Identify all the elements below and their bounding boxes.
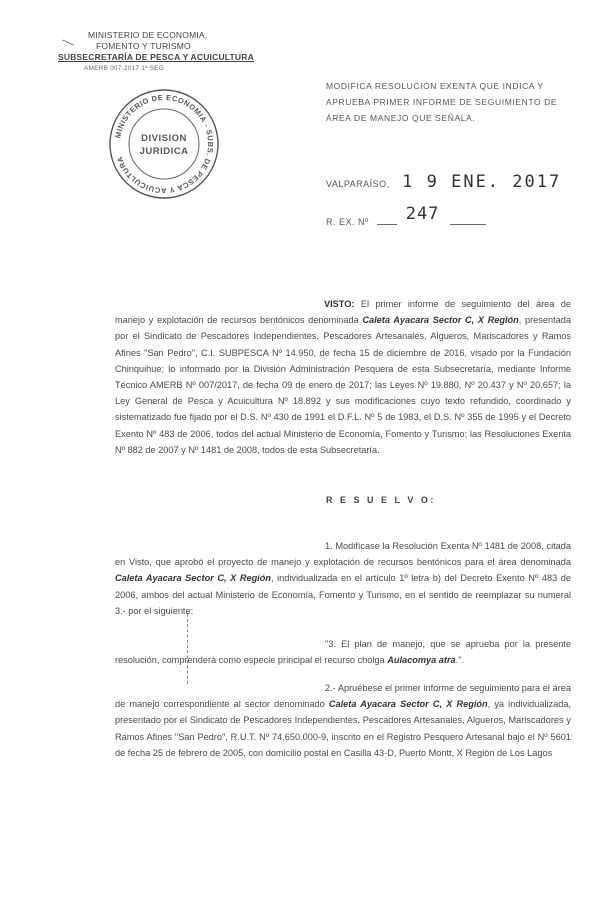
resuelvo-item-1 <box>115 538 571 619</box>
quote-text-b: .". <box>455 655 465 666</box>
rex-underline-right <box>450 224 486 225</box>
rex-number: 247 <box>405 204 440 224</box>
stamp-center-line1: DIVISION <box>141 133 187 144</box>
resuelvo-2-area: Caleta Ayacara Sector C, X Región <box>328 699 488 710</box>
rex-label: R. EX. Nº <box>326 217 369 227</box>
visto-label: VISTO: <box>324 299 355 309</box>
dateline-place: VALPARAÍSO, <box>326 179 390 189</box>
ministry-line1: MINISTERIO DE ECONOMIA, <box>88 30 208 40</box>
resuelvo-1-area: Caleta Ayacara Sector C, X Región <box>115 573 271 584</box>
ministry-line2: FOMENTO Y TURISMO <box>96 41 191 51</box>
resuelvo-item-2 <box>115 680 571 761</box>
stamp-ring-text: MINISTERIO DE ECONOMIA - SUBS. DE PESCA Y ACUICULTURA <box>113 92 216 196</box>
stamp-center-line2: JURIDICA <box>139 146 189 157</box>
reference-code: AMERB 007-2017 1ª SEG <box>84 65 164 72</box>
resolution-subject <box>326 78 576 126</box>
rex-underline-left <box>377 224 397 225</box>
subject-line1: MODIFICA RESOLUCIÓN EXENTA QUE INDICA Y <box>326 81 544 91</box>
resuelvo-2-text-b: , ya individualizada, presentado por el Sindicato de Pescadores Independientes, Pescadores Artesanales, Algueros, Mariscadores y Ramos Afines "San Pedro", R.U.T. Nº 74.650.000-9, inscrito en el Registro Pesquero Artesanal bajo el Nº 5601 de fecha 25 de febrero de 2005, con domicilio postal en Casilla 43-D, Puerto Montt, X Región de Los Lagos <box>115 699 571 758</box>
visto-area-name: Caleta Ayacara Sector C, X Región <box>362 315 519 326</box>
subject-line3: ÁREA DE MANEJO QUE SEÑALA. <box>326 113 476 123</box>
dateline-date: 1 9 ENE. 2017 <box>402 172 562 192</box>
visto-text-1: El primer informe de seguimiento del área de manejo y explotación de recursos bentónicos denominada <box>115 299 571 326</box>
ministry-header <box>58 30 258 74</box>
resolution-number <box>326 204 576 230</box>
dateline <box>326 172 576 192</box>
resuelvo-1-text-b: , individualizada en el artículo 1º letra b) del Decreto Exento Nº 483 de 2006, ambos del actual Ministerio de Economía, Fomento y Turismo, en el sentido de reemplazar su numeral 3.- por el siguiente: <box>115 573 571 616</box>
replacement-numeral-3 <box>115 636 571 668</box>
resuelvo-2-text-a: 2.- Apruébese el primer informe de seguimiento para el área de manejo correspondiente al sector denominado <box>115 683 571 710</box>
resuelvo-heading: R E S U E L V O: <box>326 495 436 505</box>
quote-species: Aulacomya atra <box>387 655 456 666</box>
subject-line2: APRUEBA PRIMER INFORME DE SEGUIMIENTO DE <box>326 97 558 107</box>
resuelvo-1-text-a: 1. Modifícase la Resolución Exenta Nº 1481 de 2008, citada en Visto, que aprobó el proyecto de manejo y explotación de recursos bentónicos para el área denominada <box>115 541 571 568</box>
division-juridica-stamp <box>106 86 222 202</box>
subsecretaria-line: SUBSECRETARÍA DE PESCA Y ACUICULTURA <box>58 52 254 62</box>
visto-text-2: , presentada por el Sindicato de Pescadores Independientes, Pescadores Artesanales, Algueros, Mariscadores y Ramos Afines "San Pedro", C.I. SUBPESCA Nº 14.950, de fecha 15 de diciembre de 2016, visado por la Fundación Chinquihue; lo informado por la División Administración Pesquera de esta Subsecretaría, mediante Informe Técnico AMERB Nº 007/2017, de fecha 09 de enero de 2017; las Leyes Nº 19.880, Nº 20.437 y Nº 20.657; la Ley General de Pesca y Acuicultura Nº 18.892 y sus modificaciones cuyo texto refundido, coordinado y sistematizado fue fijado por el D.S. Nº 430 de 1991 el D.F.L. Nº 5 de 1983, el D.S. Nº 355 de 1995 y el Decreto Exento Nº 483 de 2006, todos del actual Ministerio de Economía, Fomento y Turismo; las Resoluciones Exenta Nº 882 de 2007 y Nº 1481 de 2008, todos de esta Subsecretaría. <box>115 315 571 455</box>
quote-text-a: "3. El plan de manejo, que se aprueba por la presente resolución, comprenderá como especie principal el recurso cholga <box>115 639 571 666</box>
visto-paragraph <box>115 296 571 458</box>
